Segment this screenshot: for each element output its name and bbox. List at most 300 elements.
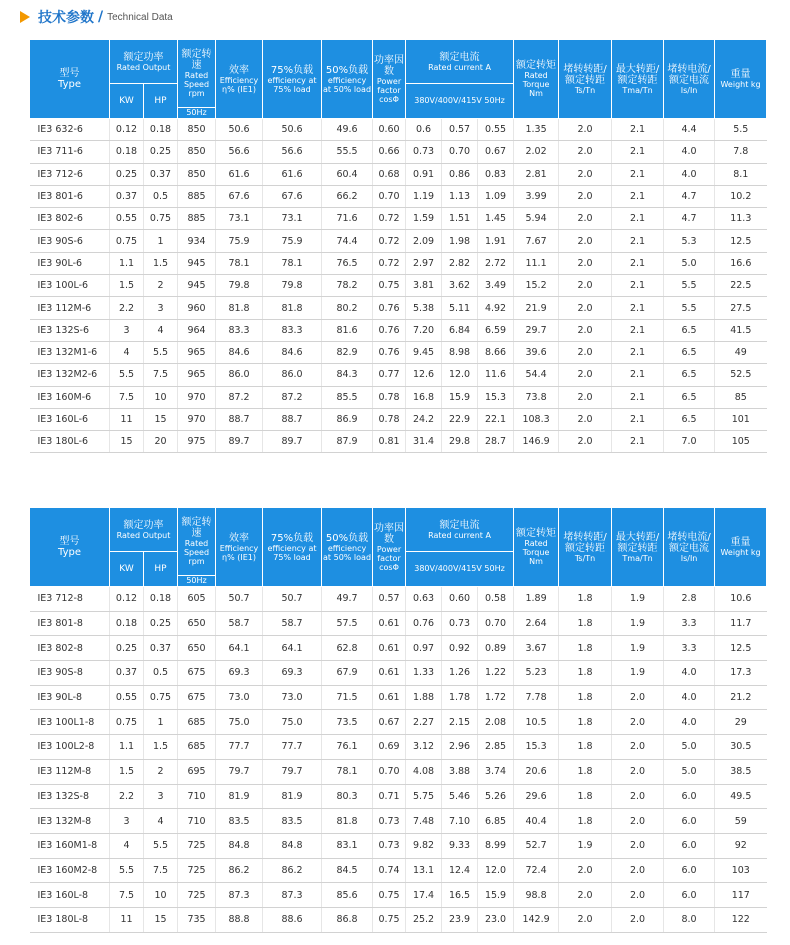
table-cell: 15.9	[442, 386, 478, 408]
table-cell: 10	[144, 883, 178, 908]
col-header-eff75: 75%负载 efficiency at 75% load	[263, 40, 322, 119]
motor-type-cell: IE3 112M-8	[30, 759, 110, 784]
table-cell: 146.9	[514, 431, 559, 453]
table-cell: 75.9	[216, 230, 263, 252]
table-cell: 1.72	[478, 685, 514, 710]
table-cell: 50.6	[263, 119, 322, 141]
table-row	[30, 784, 767, 809]
table-row	[30, 185, 767, 207]
table-cell: 1	[144, 710, 178, 735]
table-cell: 28.7	[478, 431, 514, 453]
table-cell: 9.82	[406, 833, 442, 858]
table-cell: 15.2	[514, 275, 559, 297]
motor-type-cell: IE3 112M-6	[30, 297, 110, 319]
table-cell: 850	[178, 163, 216, 185]
table-cell: 69.3	[216, 661, 263, 686]
motor-type-cell: IE3 132M2-6	[30, 364, 110, 386]
col-header-voltage: 380V/400V/415V 50Hz	[406, 552, 514, 587]
table-cell: 850	[178, 141, 216, 163]
heading-en: Technical Data	[107, 11, 173, 23]
table-cell: 1.8	[559, 636, 612, 661]
table-row	[30, 809, 767, 834]
table-cell: 22.9	[442, 408, 478, 430]
table-cell: 69.3	[263, 661, 322, 686]
table-cell: 0.76	[373, 297, 406, 319]
table-cell: 6.5	[664, 386, 715, 408]
table-cell: 885	[178, 208, 216, 230]
table-cell: 2.0	[612, 685, 664, 710]
table-cell: 1.45	[478, 208, 514, 230]
table-cell: 710	[178, 809, 216, 834]
table-cell: 0.18	[110, 141, 144, 163]
table-cell: 79.8	[263, 275, 322, 297]
table-cell: 86.0	[216, 364, 263, 386]
table-cell: 50.7	[216, 587, 263, 612]
table-cell: 2.1	[612, 408, 664, 430]
col-header-current: 额定电流 Rated current A	[406, 508, 514, 552]
table-cell: 85	[715, 386, 767, 408]
table-cell: 8.1	[715, 163, 767, 185]
table-cell: 0.76	[373, 341, 406, 363]
table-cell: 0.6	[406, 119, 442, 141]
table-cell: 4.0	[664, 141, 715, 163]
table-cell: 29.8	[442, 431, 478, 453]
table-cell: 73.1	[263, 208, 322, 230]
table-cell: 0.61	[373, 685, 406, 710]
table-cell: 1.5	[144, 252, 178, 274]
table-row	[30, 661, 767, 686]
table-cell: 4.0	[664, 163, 715, 185]
table-cell: 59	[715, 809, 767, 834]
table-cell: 52.7	[514, 833, 559, 858]
table-cell: 0.68	[373, 163, 406, 185]
table-cell: 86.2	[216, 858, 263, 883]
table-cell: 4.0	[664, 685, 715, 710]
table-cell: 1.98	[442, 230, 478, 252]
table-cell: 0.92	[442, 636, 478, 661]
table-cell: 2.1	[612, 185, 664, 207]
table-cell: 6.0	[664, 809, 715, 834]
table-cell: 81.9	[216, 784, 263, 809]
table-cell: 8.99	[478, 833, 514, 858]
table-cell: 2.1	[612, 119, 664, 141]
table-cell: 5.5	[110, 364, 144, 386]
table-cell: 2.1	[612, 386, 664, 408]
table-cell: 970	[178, 386, 216, 408]
table-cell: 11.1	[514, 252, 559, 274]
table-cell: 6.5	[664, 319, 715, 341]
table-cell: 0.58	[478, 587, 514, 612]
col-header-50hz: 50Hz	[178, 576, 216, 587]
table-cell: 29.7	[514, 319, 559, 341]
table-row	[30, 636, 767, 661]
table-cell: 0.69	[373, 735, 406, 760]
table-cell: 5.3	[664, 230, 715, 252]
table-cell: 3.99	[514, 185, 559, 207]
table-cell: 17.3	[715, 661, 767, 686]
table-cell: 85.6	[322, 883, 373, 908]
table-cell: 2.0	[559, 431, 612, 453]
table-cell: 5.5	[664, 275, 715, 297]
table-cell: 3.3	[664, 636, 715, 661]
col-header-weight: 重量 Weight kg	[715, 40, 767, 119]
table-cell: 2.0	[612, 883, 664, 908]
motor-type-cell: IE3 180L-6	[30, 431, 110, 453]
table-cell: 13.1	[406, 858, 442, 883]
table-cell: 0.55	[110, 685, 144, 710]
table-cell: 2.0	[612, 759, 664, 784]
motor-type-cell: IE3 160M-6	[30, 386, 110, 408]
motor-type-cell: IE3 802-6	[30, 208, 110, 230]
table-cell: 1.13	[442, 185, 478, 207]
table-cell: 10.6	[715, 587, 767, 612]
table-row	[30, 833, 767, 858]
table-cell: 7.10	[442, 809, 478, 834]
table-cell: 735	[178, 907, 216, 932]
table-cell: 1.1	[110, 252, 144, 274]
table-cell: 710	[178, 784, 216, 809]
table-cell: 2.64	[514, 611, 559, 636]
motor-type-cell: IE3 801-6	[30, 185, 110, 207]
table-cell: 1.26	[442, 661, 478, 686]
table-cell: 675	[178, 685, 216, 710]
table-cell: 56.6	[263, 141, 322, 163]
table-cell: 77.7	[263, 735, 322, 760]
table-cell: 2.1	[612, 431, 664, 453]
table-cell: 75.9	[263, 230, 322, 252]
table-cell: 5.5	[664, 297, 715, 319]
table-cell: 71.5	[322, 685, 373, 710]
table-cell: 0.37	[110, 185, 144, 207]
table-cell: 1.8	[559, 784, 612, 809]
technical-data-table-6-pole	[29, 39, 767, 453]
table-cell: 16.5	[442, 883, 478, 908]
table-cell: 0.57	[373, 587, 406, 612]
table-cell: 23.9	[442, 907, 478, 932]
table-cell: 81.9	[263, 784, 322, 809]
table-cell: 6.5	[664, 364, 715, 386]
table-cell: 2.72	[478, 252, 514, 274]
table-cell: 12.4	[442, 858, 478, 883]
col-header-ts: 堵转转距/额定转距 Ts/Tn	[559, 508, 612, 587]
table-cell: 4.4	[664, 119, 715, 141]
motor-type-cell: IE3 132S-8	[30, 784, 110, 809]
motor-type-cell: IE3 90L-6	[30, 252, 110, 274]
table-cell: 5.5	[144, 341, 178, 363]
table-row	[30, 163, 767, 185]
table-cell: 3.12	[406, 735, 442, 760]
table-row	[30, 230, 767, 252]
table-cell: 15	[144, 907, 178, 932]
table-cell: 6.5	[664, 341, 715, 363]
col-header-eff50: 50%负载 efficiency at 50% load	[322, 40, 373, 119]
table-cell: 1.22	[478, 661, 514, 686]
table-cell: 81.8	[216, 297, 263, 319]
table-cell: 6.0	[664, 858, 715, 883]
table-cell: 22.5	[715, 275, 767, 297]
table-cell: 2.1	[612, 297, 664, 319]
table-cell: 66.2	[322, 185, 373, 207]
col-header-torque: 额定转矩 Rated Torque Nm	[514, 40, 559, 119]
table-cell: 7.48	[406, 809, 442, 834]
table-cell: 0.57	[442, 119, 478, 141]
table-cell: 3.49	[478, 275, 514, 297]
table-cell: 5.94	[514, 208, 559, 230]
table-row	[30, 208, 767, 230]
table-cell: 0.75	[144, 685, 178, 710]
motor-type-cell: IE3 801-8	[30, 611, 110, 636]
table-row	[30, 141, 767, 163]
table-cell: 117	[715, 883, 767, 908]
motor-type-cell: IE3 100L2-8	[30, 735, 110, 760]
table-cell: 84.8	[263, 833, 322, 858]
table-cell: 0.12	[110, 587, 144, 612]
col-header-tmax: 最大转距/额定转距 Tma/Tn	[612, 40, 664, 119]
table-cell: 61.6	[263, 163, 322, 185]
table-cell: 2.0	[612, 858, 664, 883]
table-cell: 81.8	[263, 297, 322, 319]
col-header-efficiency: 效率 Efficiency η% (IE1)	[216, 40, 263, 119]
table-cell: 0.61	[373, 661, 406, 686]
table-cell: 695	[178, 759, 216, 784]
table-cell: 675	[178, 661, 216, 686]
table-body	[30, 119, 767, 453]
motor-type-cell: IE3 712-8	[30, 587, 110, 612]
table-cell: 7.0	[664, 431, 715, 453]
table-cell: 0.70	[373, 759, 406, 784]
table-cell: 685	[178, 710, 216, 735]
table-cell: 49	[715, 341, 767, 363]
table-cell: 73.0	[263, 685, 322, 710]
table-cell: 16.6	[715, 252, 767, 274]
heading-zh: 技术参数	[38, 10, 94, 26]
table-cell: 2.02	[514, 141, 559, 163]
table-cell: 11.6	[478, 364, 514, 386]
table-cell: 0.77	[373, 364, 406, 386]
col-header-hp: HP	[144, 84, 178, 119]
table-cell: 1.8	[559, 587, 612, 612]
table-cell: 8.0	[664, 907, 715, 932]
table-cell: 6.5	[664, 408, 715, 430]
table-body	[30, 587, 767, 933]
motor-type-cell: IE3 712-6	[30, 163, 110, 185]
table-cell: 27.5	[715, 297, 767, 319]
table-cell: 0.91	[406, 163, 442, 185]
col-header-is: 堵转电流/额定电流 Is/In	[664, 508, 715, 587]
table-cell: 8.66	[478, 341, 514, 363]
table-cell: 0.78	[373, 386, 406, 408]
table-cell: 5.0	[664, 252, 715, 274]
table-cell: 49.7	[322, 587, 373, 612]
table-cell: 54.4	[514, 364, 559, 386]
heading-slash: /	[98, 9, 104, 25]
table-cell: 0.73	[373, 833, 406, 858]
table-cell: 79.7	[263, 759, 322, 784]
table-cell: 84.5	[322, 858, 373, 883]
table-row	[30, 883, 767, 908]
table-cell: 5.0	[664, 759, 715, 784]
col-header-eff75: 75%负载 efficiency at 75% load	[263, 508, 322, 587]
table-cell: 0.18	[110, 611, 144, 636]
table-cell: 0.72	[373, 208, 406, 230]
table-cell: 1.91	[478, 230, 514, 252]
table-cell: 2.1	[612, 341, 664, 363]
table-cell: 0.86	[442, 163, 478, 185]
table-cell: 11	[110, 408, 144, 430]
motor-type-cell: IE3 132M1-6	[30, 341, 110, 363]
table-cell: 86.9	[322, 408, 373, 430]
table-cell: 0.70	[373, 185, 406, 207]
table-cell: 79.7	[216, 759, 263, 784]
table-cell: 5.75	[406, 784, 442, 809]
table-row	[30, 386, 767, 408]
table-cell: 1.5	[110, 759, 144, 784]
table-cell: 1.51	[442, 208, 478, 230]
table-cell: 2.27	[406, 710, 442, 735]
table-cell: 2.0	[559, 141, 612, 163]
table-cell: 84.6	[216, 341, 263, 363]
table-cell: 2.0	[559, 297, 612, 319]
table-cell: 83.1	[322, 833, 373, 858]
col-header-ts: 堵转转距/额定转距 Ts/Tn	[559, 40, 612, 119]
table-cell: 2.96	[442, 735, 478, 760]
col-header-rated-output: 额定功率 Rated Output	[110, 508, 178, 552]
table-cell: 0.76	[406, 611, 442, 636]
table-cell: 0.5	[144, 661, 178, 686]
table-cell: 4	[144, 809, 178, 834]
table-cell: 67.9	[322, 661, 373, 686]
table-cell: 87.2	[216, 386, 263, 408]
table-row	[30, 364, 767, 386]
table-cell: 11.7	[715, 611, 767, 636]
table-cell: 2.0	[612, 735, 664, 760]
table-cell: 1.5	[144, 735, 178, 760]
table-cell: 1.9	[612, 611, 664, 636]
motor-type-cell: IE3 132M-8	[30, 809, 110, 834]
table-cell: 76.1	[322, 735, 373, 760]
table-cell: 25.2	[406, 907, 442, 932]
table-cell: 2.0	[612, 710, 664, 735]
table-cell: 0.75	[144, 208, 178, 230]
table-row	[30, 611, 767, 636]
table-cell: 12.0	[478, 858, 514, 883]
table-row	[30, 907, 767, 932]
table-cell: 3.67	[514, 636, 559, 661]
table-cell: 67.6	[263, 185, 322, 207]
table-row	[30, 858, 767, 883]
table-cell: 1.78	[442, 685, 478, 710]
motor-type-cell: IE3 711-6	[30, 141, 110, 163]
table-cell: 7.20	[406, 319, 442, 341]
table-row	[30, 275, 767, 297]
table-cell: 0.70	[442, 141, 478, 163]
col-header-torque: 额定转矩 Rated Torque Nm	[514, 508, 559, 587]
col-header-type: 型号 Type	[30, 40, 110, 119]
table-cell: 84.8	[216, 833, 263, 858]
table-cell: 5.5	[110, 858, 144, 883]
table-cell: 0.75	[373, 907, 406, 932]
col-header-current: 额定电流 Rated current A	[406, 40, 514, 84]
table-row	[30, 319, 767, 341]
table-cell: 0.76	[373, 319, 406, 341]
col-header-voltage: 380V/400V/415V 50Hz	[406, 84, 514, 119]
motor-type-cell: IE3 90S-8	[30, 661, 110, 686]
table-cell: 72.4	[514, 858, 559, 883]
motor-type-cell: IE3 132S-6	[30, 319, 110, 341]
table-cell: 4.92	[478, 297, 514, 319]
motor-type-cell: IE3 632-6	[30, 119, 110, 141]
table-cell: 20.6	[514, 759, 559, 784]
table-cell: 0.37	[144, 636, 178, 661]
table-row	[30, 759, 767, 784]
table-row	[30, 119, 767, 141]
table-cell: 86.2	[263, 858, 322, 883]
motor-type-cell: IE3 160M2-8	[30, 858, 110, 883]
col-header-kw: KW	[110, 84, 144, 119]
table-cell: 2.0	[559, 883, 612, 908]
table-cell: 0.89	[478, 636, 514, 661]
table-cell: 142.9	[514, 907, 559, 932]
table-cell: 0.25	[110, 163, 144, 185]
table-cell: 15	[110, 431, 144, 453]
table-cell: 0.66	[373, 141, 406, 163]
table-cell: 2.0	[559, 907, 612, 932]
table-cell: 2.09	[406, 230, 442, 252]
motor-type-cell: IE3 180L-8	[30, 907, 110, 932]
table-cell: 3.74	[478, 759, 514, 784]
table-cell: 0.61	[373, 636, 406, 661]
table-cell: 0.12	[110, 119, 144, 141]
table-cell: 6.84	[442, 319, 478, 341]
table-cell: 0.63	[406, 587, 442, 612]
table-cell: 2.82	[442, 252, 478, 274]
table-cell: 57.5	[322, 611, 373, 636]
table-cell: 1.8	[559, 710, 612, 735]
table-row	[30, 341, 767, 363]
table-cell: 12.5	[715, 230, 767, 252]
table-cell: 73.1	[216, 208, 263, 230]
table-cell: 40.4	[514, 809, 559, 834]
table-cell: 64.1	[216, 636, 263, 661]
table-cell: 10	[144, 386, 178, 408]
table-cell: 88.7	[216, 408, 263, 430]
table-cell: 2	[144, 759, 178, 784]
table-row	[30, 252, 767, 274]
table-cell: 16.8	[406, 386, 442, 408]
table-cell: 1.5	[110, 275, 144, 297]
table-row	[30, 431, 767, 453]
table-cell: 0.70	[478, 611, 514, 636]
table-cell: 55.5	[322, 141, 373, 163]
table-cell: 80.2	[322, 297, 373, 319]
table-cell: 89.7	[216, 431, 263, 453]
table-cell: 0.18	[144, 119, 178, 141]
table-cell: 87.9	[322, 431, 373, 453]
table-cell: 2.1	[612, 319, 664, 341]
table-cell: 1.9	[559, 833, 612, 858]
col-header-speed: 额定转速 Rated Speed rpm	[178, 508, 216, 576]
table-cell: 87.3	[216, 883, 263, 908]
table-cell: 1.88	[406, 685, 442, 710]
table-cell: 88.7	[263, 408, 322, 430]
table-cell: 50.6	[216, 119, 263, 141]
table-cell: 56.6	[216, 141, 263, 163]
table-cell: 108.3	[514, 408, 559, 430]
table-cell: 78.1	[263, 252, 322, 274]
table-cell: 83.5	[263, 809, 322, 834]
table-cell: 39.6	[514, 341, 559, 363]
table-cell: 58.7	[216, 611, 263, 636]
